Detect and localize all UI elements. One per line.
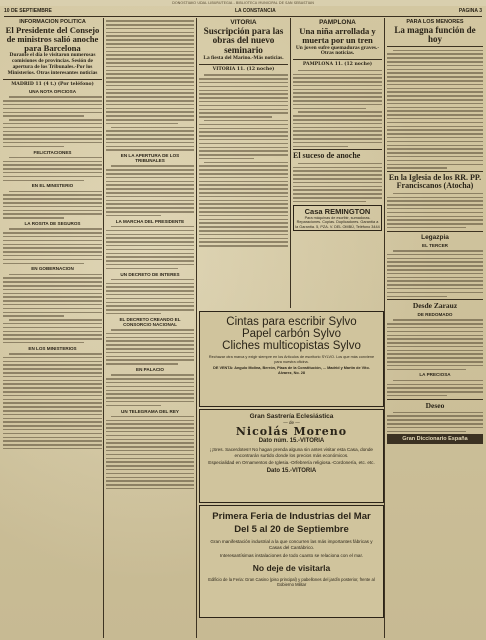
deseo-headline: Deseo (425, 400, 445, 410)
subhead-ministerio: EN EL MINISTERIO (31, 183, 74, 189)
article-text (3, 228, 102, 264)
remington-ad (293, 205, 382, 232)
article-text (106, 165, 194, 216)
funcion-headline: La magna función de hoy (394, 25, 476, 45)
subhead-preciosa: LA PRECIOSA (419, 372, 451, 378)
subhead-marcha: LA MARCHA DEL PRESIDENTE (115, 218, 185, 224)
feria-body2: Interesantísimas instalaciones de todo cuanto se relaciona con el mar. (220, 553, 363, 558)
subhead-ministerios: EN LOS MINISTERIOS (28, 345, 77, 351)
article-text (3, 191, 102, 219)
article-text (293, 163, 382, 202)
section-kicker: VITORIA (230, 19, 257, 26)
section-kicker: INFORMACION POLITICA (19, 19, 86, 25)
vitoria-subhead: La fiesta del Marino.-Más noticias. (203, 55, 284, 62)
sastreria-body: ¡¡Sres. Sacerdotes!! No hagan prenda alguna sin antes visitar esta Casa, donde encontrarán surtido donde los precios más económicos. (210, 447, 373, 458)
feria-ad (199, 505, 384, 618)
subhead-tribunales: EN LA APERTURA DE LOS TRIBUNALES (120, 153, 180, 164)
sylvo-line3: Cliches multicopistas Sylvo (222, 340, 361, 352)
subhead-palacio: EN PALACIO (136, 367, 164, 373)
archive-strip: DONOSTIAKO UDAL LIBURUTEGIA - BIBLIOTECA MUNICIPAL DE SAN SEBASTIAN (0, 0, 486, 6)
subhead-tercer: EL TERCER (422, 242, 448, 248)
sastreria-address2: Dato 15.-VITORIA (266, 467, 317, 474)
subhead-redomado: DE REDOMADO (417, 312, 453, 318)
column-rule (290, 18, 291, 308)
feria-body: Gran manifestación industrial a la que concurren las más importantes fábricas y Casas del Cantábrico. (210, 539, 373, 550)
legazpia-heading: Legazpia (421, 233, 449, 241)
feria-cta: No deje de visitarla (252, 562, 331, 573)
header-masthead: LA CONSTANCIA (234, 8, 276, 14)
feria-title: Primera Feria de Industrias del Mar (212, 511, 371, 522)
sastreria-ad (199, 409, 384, 503)
main-headline: El Presidente del Consejo de ministros salió anoche para Barcelona (5, 25, 100, 53)
feria-dates: Del 5 al 20 de Septiembre (234, 524, 349, 535)
sylvo-ad (199, 311, 384, 407)
column-rule (196, 18, 197, 638)
section-kicker: PAMPLONA (319, 19, 356, 26)
column-rule (384, 18, 385, 638)
article-text (387, 50, 483, 169)
subhead-telegrama: UN TELEGRAMA DEL REY (121, 408, 179, 414)
dateline: VITORIA 11. (12 noche) (212, 67, 275, 73)
sastreria-de: — de — (283, 420, 300, 425)
suceso-headline: El suceso de anoche (293, 151, 361, 161)
subhead-seguros: LA ROSITA DE SEGUROS (24, 221, 81, 227)
sylvo-sale: DE VENTA: Angulo Molina, Berrón, Plaza de la Constitución, ... Madrid y Martín de Vito. Alvarez, No. 28 (213, 366, 370, 375)
dateline: PAMPLONA 11. (12 noche) (302, 62, 373, 68)
column-pamplona (293, 18, 382, 306)
article-text (199, 74, 288, 246)
article-text (106, 226, 194, 269)
article-text (387, 319, 483, 370)
article-text (3, 157, 102, 181)
column-right (387, 18, 483, 638)
article-text (387, 250, 483, 297)
subhead-felicitaciones: FELICITACIONES (33, 149, 72, 155)
column-rule (103, 18, 104, 638)
header-date: 10 DE SEPTIEMBRE (4, 8, 52, 14)
zarauz-headline: Desde Zarauz (412, 301, 458, 311)
header-page-number: PAGINA 3 (458, 8, 482, 14)
article-text (387, 193, 483, 229)
article-text (106, 20, 194, 151)
vitoria-headline: Suscripción para las obras del nuevo seminario (203, 26, 284, 55)
article-text (3, 96, 102, 147)
article-text (3, 274, 102, 344)
sylvo-note: Rechazar otra marca y exigir siempre en los Artículos de escritorio SYLVO. Los que más conviene para nuestra oficina. (208, 355, 375, 364)
article-text (387, 380, 483, 397)
main-subhead: Durante el día le visitaron numerosas comisiones de provincias. Sesión de apertura de los Tribunales.-Por los Ministerios. Otras interesantes noticias (7, 52, 98, 77)
pamplona-headline: Una niña arrollada y muerta por un tren (299, 26, 376, 45)
article-text (106, 374, 194, 406)
dateline: MADRID 11 (4 t.) (Por teléfono) (11, 82, 94, 88)
sastreria-name: Nicolás Moreno (235, 425, 348, 438)
page-header (4, 7, 482, 17)
remington-text: Para máquinas de escribir, sumadoras. Reparaciones. Copias. Duplicadores. Garantía a la Garantía. 5, PZA. V. DEL OMBÚ, Teléfono 3444 (295, 215, 380, 229)
sastreria-body2: Especialidad en Ornamentos de Iglesia.-Orfebrería religiosa.-Cordonería, etc. etc. (208, 460, 375, 465)
sastreria-title: Gran Sastrería Eclesiástica (249, 413, 334, 420)
section-kicker: PARA LOS MENORES (406, 19, 464, 25)
diccionario-ad: Gran Diccionario España (387, 434, 483, 444)
subhead-gobernacion: EN GOBERNACION (31, 266, 74, 272)
article-text (387, 412, 483, 432)
sylvo-line2: Papel carbón Sylvo (241, 328, 342, 340)
article-text (106, 416, 194, 490)
sylvo-line1: Cintas para escribir Sylvo (226, 316, 357, 328)
column-vitoria (199, 18, 288, 306)
pamplona-subhead: Un joven sufre quemaduras graves.-Otras noticias. (295, 44, 380, 57)
feria-footer: Edificio de la Feria: Gran Casino (piso principal) y pabellones del jardín posterior, frente al Gobierno Militar (208, 576, 375, 587)
article-text (106, 279, 194, 315)
column-politics (3, 18, 102, 638)
article-text (3, 353, 102, 449)
subhead-nota: UNA NOTA OFICIOSA (28, 89, 77, 95)
article-text (293, 70, 382, 147)
franciscanos-headline: En la Iglesia de los RR. PP. Franciscanos (Atocha) (388, 173, 482, 191)
column-politics-continued (106, 18, 194, 638)
subhead-consorcio: EL DECRETO CREANDO EL CONSORCIO NACIONAL (119, 316, 181, 327)
sastreria-address: Dato núm. 15.-VITORIA (258, 438, 325, 444)
remington-title: Casa REMINGTON (304, 206, 371, 216)
article-text (106, 329, 194, 365)
subhead-decreto: UN DECRETO DE INTERES (120, 271, 180, 277)
